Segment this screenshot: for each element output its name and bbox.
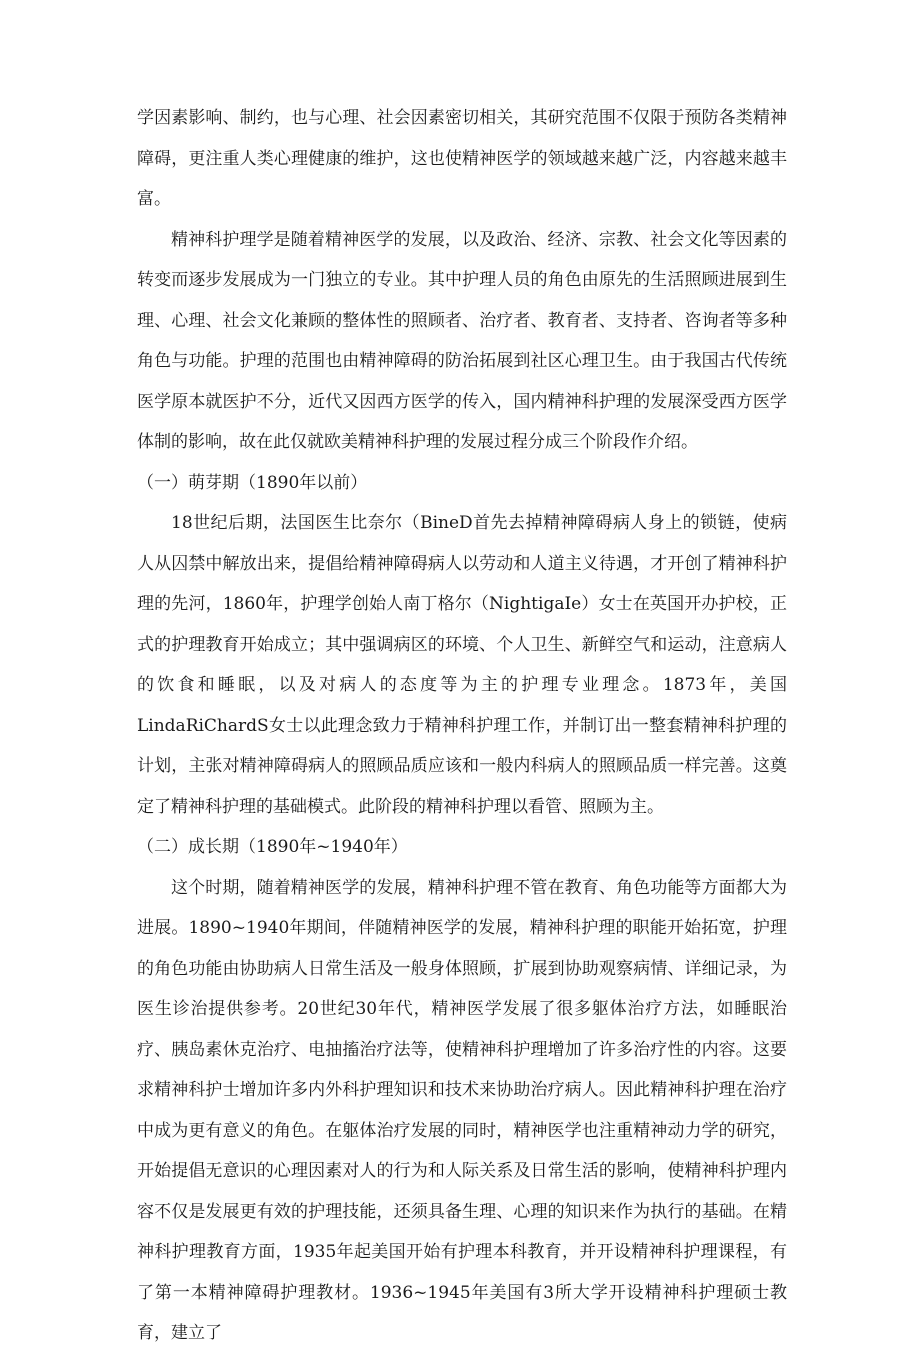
paragraph-growth-period: 这个时期，随着精神医学的发展，精神科护理不管在教育、角色功能等方面都大为进展。1890~1940年期间，伴随精神医学的发展，精神科护理的职能开始拓宽，护理的角色功能由协助病人日常生活及一般身体照顾，扩展到协助观察病情、详细记录，为医生诊治提供参考。20世纪30年代，精神医学发展了很多躯体治疗方法，如睡眠治疗、胰岛素休克治疗、电抽搐治疗法等，使精神科护理增加了许多治疗性的内容。这要求精神科护士增加许多内外科护理知识和技术来协助治疗病人。因此精神科护理在治疗中成为更有意义的角色。在躯体治疗发展的同时，精神医学也注重精神动力学的研究，开始提倡无意识的心理因素对人的行为和人际关系及日常生活的影响，使精神科护理内容不仅是发展更有效的护理技能，还须具备生理、心理的知识来作为执行的基础。在精神科护理教育方面，1935年起美国开始有护理本科教育，并开设精神科护理课程，有了第一本精神障碍护理教材。1936~1945年美国有3所大学开设精神科护理硕士教育，建立了 [137,877,787,1343]
section-heading-sprouting-period: （一）萌芽期（1890年以前） [137,472,368,493]
document-body [137,98,787,1354]
section-heading-growth-period: （二）成长期（1890年~1940年） [137,837,408,857]
paragraph-nursing-overview: 精神科护理学是随着精神医学的发展，以及政治、经济、宗教、社会文化等因素的转变而逐步发展成为一门独立的专业。其中护理人员的角色由原先的生活照顾进展到生理、心理、社会文化兼顾的整体性的照顾者、治疗者、教育者、支持者、咨询者等多种角色与功能。护理的范围也由精神障碍的防治拓展到社区心理卫生。由于我国古代传统医学原本就医护不分，近代又因西方医学的传入，国内精神科护理的发展深受西方医学体制的影响，故在此仅就欧美精神科护理的发展过程分成三个阶段作介绍。 [137,229,787,452]
paragraph-continuation: 学因素影响、制约，也与心理、社会因素密切相关，其研究范围不仅限于预防各类精神障碍，更注重人类心理健康的维护，这也使精神医学的领域越来越广泛，内容越来越丰富。 [137,108,787,209]
paragraph-sprouting-period: 18世纪后期，法国医生比奈尔（BineD首先去掉精神障碍病人身上的锁链，使病人从囚禁中解放出来，提倡给精神障碍病人以劳动和人道主义待遇，才开创了精神科护理的先河，1860年，护理学创始人南丁格尔（NightigaIe）女士在英国开办护校，正式的护理教育开始成立；其中强调病区的环境、个人卫生、新鲜空气和运动，注意病人的饮食和睡眠，以及对病人的态度等为主的护理专业理念。1873年，美国LindaRiChardS女士以此理念致力于精神科护理工作，并制订出一整套精神科护理的计划，主张对精神障碍病人的照顾品质应该和一般内科病人的照顾品质一样完善。这奠定了精神科护理的基础模式。此阶段的精神科护理以看管、照顾为主。 [137,513,787,817]
